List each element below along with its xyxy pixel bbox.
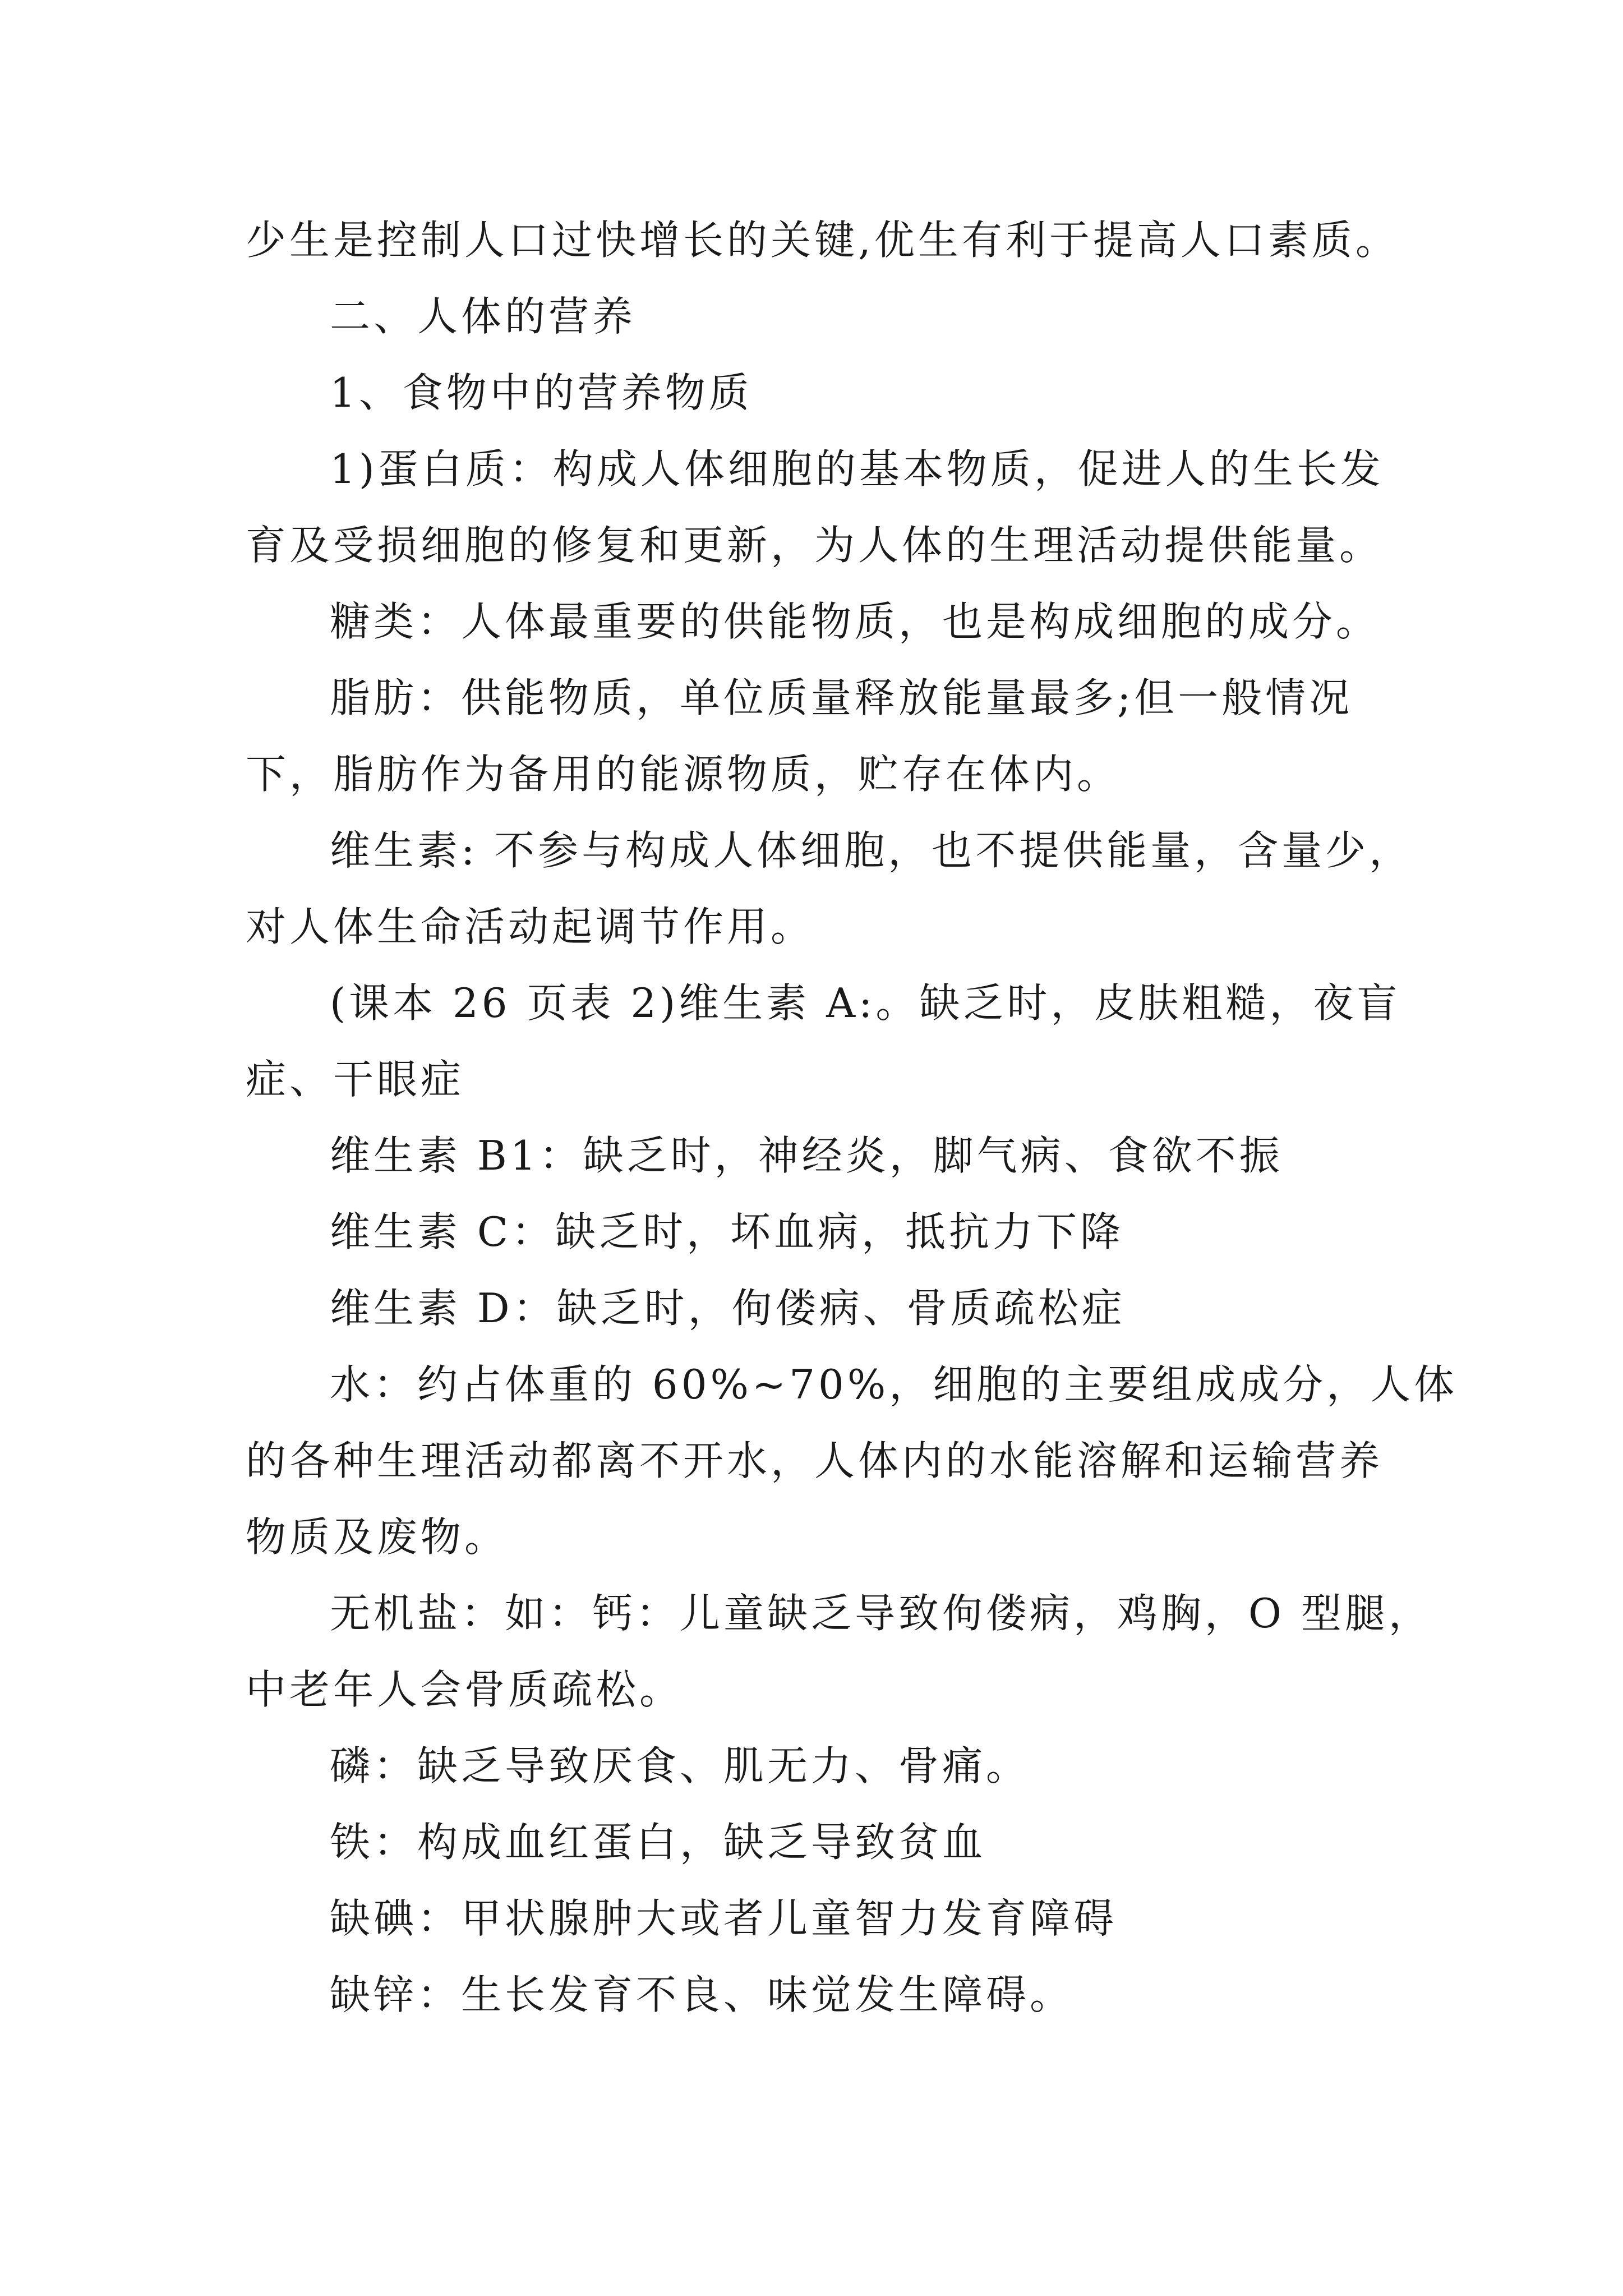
text-line: 1)蛋白质：构成人体细胞的基本物质，促进人的生长发	[330, 445, 1384, 493]
text-line: 缺碘：甲状腺肿大或者儿童智力发育障碍	[330, 1895, 1118, 1942]
text-line: 无机盐：如：钙：儿童缺乏导致佝偻病，鸡胸，O 型腿，	[330, 1590, 1432, 1637]
text-line: 的各种生理活动都离不开水，人体内的水能溶解和运输营养	[246, 1437, 1384, 1484]
text-line: 脂肪：供能物质，单位质量释放能量最多;但一般情况	[330, 674, 1353, 721]
document-body	[246, 202, 1458, 2033]
text-line: 症、干眼症	[246, 1056, 465, 1103]
text-line: 少生是控制人口过快增长的关键,优生有利于提高人口素质。	[246, 217, 1399, 264]
text-line: 水：约占体重的 60%~70%，细胞的主要组成成分，人体	[330, 1361, 1458, 1408]
text-line: 物质及废物。	[246, 1513, 509, 1561]
text-line: 缺锌：生长发育不良、味觉发生障碍。	[330, 1971, 1074, 2018]
text-line: 铁：构成血红蛋白，缺乏导致贫血	[330, 1819, 986, 1866]
text-line: 维生素 C：缺乏时，坏血病，抵抗力下降	[330, 1208, 1124, 1255]
text-line: 维生素 D：缺乏时，佝偻病、骨质疏松症	[330, 1285, 1126, 1332]
text-line: 对人体生命活动起调节作用。	[246, 903, 815, 950]
section-heading: 二、人体的营养	[330, 293, 637, 340]
text-line: 下，脂肪作为备用的能源物质，贮存在体内。	[246, 751, 1121, 798]
subsection-heading: 1、食物中的营养物质	[330, 369, 753, 416]
text-line: 维生素 B1：缺乏时，神经炎，脚气病、食欲不振	[330, 1132, 1283, 1179]
text-line: 磷：缺乏导致厌食、肌无力、骨痛。	[330, 1742, 1030, 1789]
text-line: 糖类：人体最重要的供能物质，也是构成细胞的成分。	[330, 598, 1380, 645]
text-line: 中老年人会骨质疏松。	[246, 1666, 684, 1713]
text-line: 维生素: 不参与构成人体细胞，也不提供能量，含量少，	[330, 827, 1413, 874]
text-line: (课本 26 页表 2)维生素 A:。缺乏时，皮肤粗糙，夜盲	[330, 979, 1401, 1027]
text-line: 育及受损细胞的修复和更新，为人体的生理活动提供能量。	[246, 522, 1384, 569]
